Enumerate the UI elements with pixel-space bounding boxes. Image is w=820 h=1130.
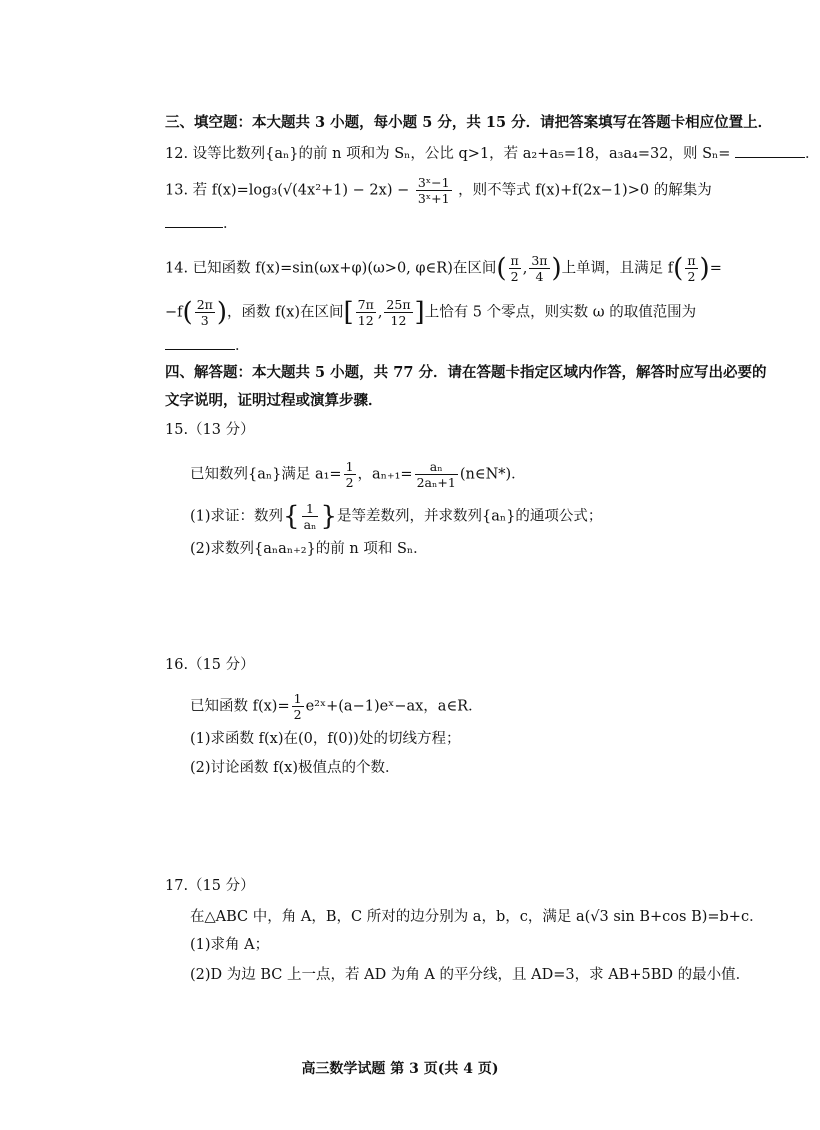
q12-answer-blank xyxy=(735,143,805,158)
paren-close: ) xyxy=(216,297,228,328)
bracket-open: [ xyxy=(343,297,354,328)
frac-den: 12 xyxy=(390,313,407,328)
paren-close: ) xyxy=(699,253,710,284)
frac-num: 1 xyxy=(293,691,302,706)
frac-den: aₙ xyxy=(303,517,317,532)
q13-prefix: 13. 若 f(x)=log₃(√(4x²+1) − 2x) − xyxy=(165,182,410,199)
q16-part1: (1)求函数 f(x)在(0，f(0))处的切线方程； xyxy=(190,731,461,747)
q16-text-b: e²ˣ+(a−1)eˣ−ax，a∈R． xyxy=(305,698,483,715)
q15-text-c: (n∈N*)． xyxy=(459,466,526,483)
frac-den: 2 xyxy=(293,707,302,722)
frac-den: 2aₙ+1 xyxy=(416,475,456,490)
q14-int2-b xyxy=(384,297,412,328)
question-14-line1: 14. 已知函数 f(x)=sin(ωx+φ)(ω>0, φ∈R)在区间( $\frac{\pi}{2}$ , $\frac{3\pi}{4}$ )上单调，且满足 f( $\frac{\pi}{2}$ )= xyxy=(165,253,722,284)
frac-den: 2 xyxy=(687,269,696,284)
q13-answer-blank xyxy=(165,213,223,228)
q13-answer-line: ． xyxy=(165,213,238,234)
question-13 xyxy=(165,175,712,206)
q16-coef xyxy=(292,691,304,722)
frac-den: 12 xyxy=(357,313,374,328)
q14-int1-a xyxy=(509,253,521,284)
q15-part2: (2)求数列{aₙaₙ₊₂}的前 n 项和 Sₙ． xyxy=(190,541,428,557)
bracket-close: ] xyxy=(414,297,425,328)
q12-text: 12. 设等比数列{aₙ}的前 n 项和为 Sₙ，公比 q>1，若 a₂+a₅=18，a₃a₄=32，则 Sₙ= xyxy=(165,146,731,162)
q14-text-a: 14. 已知函数 f(x)=sin(ωx+φ)(ω>0, φ∈R)在区间 xyxy=(165,260,497,277)
q15-recurrence xyxy=(415,459,458,490)
frac-den: 3 xyxy=(200,313,209,328)
paren-close: ) xyxy=(551,253,562,284)
q15-given xyxy=(190,459,526,490)
section4-heading-line1: 四、解答题：本大题共 5 小题，共 77 分．请在答题卡指定区域内作答，解答时应写出必要的 xyxy=(165,364,767,381)
q14-f2 xyxy=(195,297,215,328)
q14-text-b: 上单调，且满足 f xyxy=(561,260,674,277)
frac-num: 3π xyxy=(531,253,548,268)
q13-suffix: ，则不等式 f(x)+f(2x−1)>0 的解集为 xyxy=(458,182,712,199)
q16-text-a: 已知函数 f(x)= xyxy=(190,698,290,715)
paren-open: ( xyxy=(496,253,507,284)
q13-frac-num: 3ˣ−1 xyxy=(417,175,450,190)
frac-num: 1 xyxy=(302,501,319,517)
question-12: 12. 设等比数列{aₙ}的前 n 项和为 Sₙ，公比 q>1，若 a₂+a₅=18，a₃a₄=32，则 Sₙ= ． xyxy=(165,143,820,164)
q14-text-e: ，函数 f(x)在区间 xyxy=(227,304,344,321)
q14-int2-a xyxy=(356,297,376,328)
paren-open: ( xyxy=(673,253,684,284)
q16-title: 16.（15 分） xyxy=(165,657,255,673)
q13-frac-den: 3ˣ+1 xyxy=(417,191,450,206)
paren-open: ( xyxy=(182,297,193,328)
frac-num: aₙ xyxy=(415,459,458,475)
frac-den: 2 xyxy=(510,269,519,284)
section4-heading-line2: 文字说明，证明过程或演算步骤． xyxy=(165,392,383,409)
q15-part1 xyxy=(190,501,602,532)
q15-a1 xyxy=(344,459,356,490)
brace-open: { xyxy=(283,501,300,532)
q16-part2: (2)讨论函数 f(x)极值点的个数． xyxy=(190,760,400,776)
q14-text-f: 上恰有 5 个零点，则实数 ω 的取值范围为 xyxy=(424,304,697,321)
q17-given: 在△ABC 中，角 A，B，C 所对的边分别为 a，b，c，满足 a(√3 sin B+cos B)=b+c． xyxy=(190,909,764,925)
frac-num: 7π xyxy=(357,297,374,312)
q15-part1-b: 是等差数列，并求数列{aₙ}的通项公式； xyxy=(337,508,603,525)
page-footer: 高三数学试题 第 3 页(共 4 页) xyxy=(301,1061,499,1077)
frac-den: 2 xyxy=(345,475,354,490)
q15-text-a: 已知数列{aₙ}满足 a₁= xyxy=(190,466,342,483)
q15-part1-a: (1)求证：数列 xyxy=(190,508,284,525)
q13-fraction xyxy=(416,175,452,206)
frac-num: 2π xyxy=(196,297,213,312)
question-14-line2: −f( $\frac{2\pi}{3}$ )，函数 f(x)在区间[ $\frac{7\pi}{12}$ , $\frac{25\pi}{12}$ ]上恰有 5 个零点，则实数 ω 的取值范围为 xyxy=(165,297,697,328)
section3-heading: 三、填空题：本大题共 3 小题，每小题 5 分，共 15 分．请把答案填写在答题卡相应位置上． xyxy=(165,114,773,131)
frac-num: 1 xyxy=(345,459,354,474)
q14-text-c: = xyxy=(709,260,722,277)
q15-inverse xyxy=(302,501,319,532)
q17-part2: (2)D 为边 BC 上一点，若 AD 为角 A 的平分线，且 AD=3，求 AB+5BD 的最小值． xyxy=(190,967,751,983)
q15-title: 15.（13 分） xyxy=(165,422,255,438)
q14-answer-blank xyxy=(165,335,235,350)
q14-f1 xyxy=(685,253,697,284)
frac-num: 25π xyxy=(386,297,411,312)
frac-den: 4 xyxy=(535,269,544,284)
q17-part1: (1)求角 A； xyxy=(190,937,270,953)
q15-text-b: ，aₙ₊₁= xyxy=(357,466,413,483)
q14-int1-b xyxy=(529,253,549,284)
q14-answer-line: ． xyxy=(165,335,250,356)
brace-close: } xyxy=(320,501,338,532)
q16-given xyxy=(190,691,483,722)
q14-text-d: −f xyxy=(165,304,183,321)
frac-num: π xyxy=(687,253,696,268)
frac-num: π xyxy=(510,253,519,268)
q17-title: 17.（15 分） xyxy=(165,878,255,894)
